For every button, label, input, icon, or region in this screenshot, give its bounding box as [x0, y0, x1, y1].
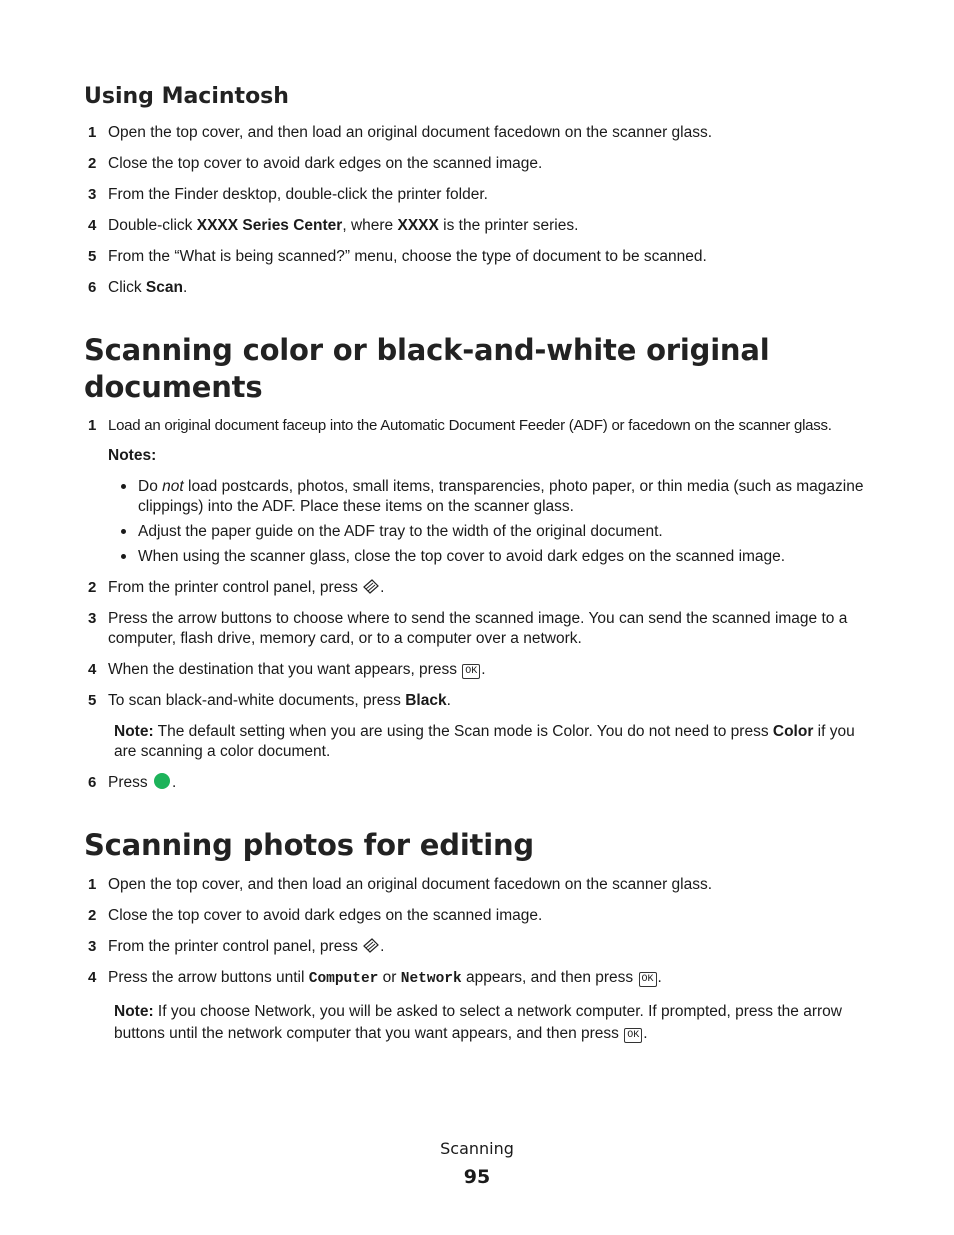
bullet [121, 484, 126, 489]
step-text: From the Finder desktop, double-click the printer folder. [108, 186, 488, 203]
step-number: 4 [88, 969, 97, 986]
menu-value-computer: Computer [308, 971, 379, 987]
step-text: Double-click XXXX Series Center, where XXXX is the printer series. [108, 217, 579, 234]
step-text: From the “What is being scanned?” menu, choose the type of document to be scanned. [108, 248, 707, 265]
ok-button-icon: OK [639, 972, 657, 987]
scan-icon [362, 937, 380, 953]
step-number: 5 [88, 692, 97, 709]
step-number: 3 [88, 938, 97, 955]
step-text: From the printer control panel, press . [108, 579, 385, 596]
note-item: When using the scanner glass, close the top cover to avoid dark edges on the scanned image. [138, 548, 786, 565]
step-text: Open the top cover, and then load an original document facedown on the scanner glass. [108, 124, 713, 141]
step-text: Press . [108, 774, 177, 791]
step-text: Open the top cover, and then load an original document facedown on the scanner glass. [108, 876, 713, 893]
step-number: 1 [88, 417, 97, 434]
step-number: 1 [88, 124, 97, 141]
step-number: 4 [88, 217, 97, 234]
step-number: 6 [88, 279, 97, 296]
scan-icon [362, 578, 380, 594]
ok-button-icon: OK [624, 1028, 642, 1043]
bullet [121, 554, 126, 559]
step-number: 2 [88, 579, 97, 596]
footer-page-number: 95 [463, 1166, 491, 1188]
heading-using-macintosh: Using Macintosh [84, 84, 289, 109]
step-number: 3 [88, 610, 97, 627]
step-number: 4 [88, 661, 97, 678]
step-number: 1 [88, 876, 97, 893]
heading-scanning-color: Scanning color or black-and-white original documents [84, 333, 770, 404]
step-number: 5 [88, 248, 97, 265]
step-text: Load an original document faceup into the Automatic Document Feeder (ADF) or facedown on the scanner glass. [108, 417, 832, 434]
step-text: Click Scan. [108, 279, 188, 296]
step-number: 2 [88, 155, 97, 172]
step-number: 2 [88, 907, 97, 924]
menu-value-network: Network [400, 971, 462, 987]
heading-scanning-photos: Scanning photos for editing [84, 828, 534, 862]
step-text: When the destination that you want appears, press OK . [108, 661, 486, 678]
ok-button-icon: OK [462, 664, 480, 679]
step-text: Close the top cover to avoid dark edges on the scanned image. [108, 155, 543, 172]
footer-chapter-label: Scanning [440, 1139, 514, 1158]
start-icon [154, 773, 170, 789]
step-number: 3 [88, 186, 97, 203]
note-paragraph: Note: If you choose Network, you will be asked to select a network computer. If prompted, press the arrow buttons until the network computer that you want appears, and then press OK . [114, 1003, 842, 1042]
note-item: Do not load postcards, photos, small items, transparencies, photo paper, or thin media (such as magazine clippings) into the ADF. Place these items on the scanner glass. [138, 478, 864, 515]
step-text: Press the arrow buttons until Computer or Network appears, and then press OK . [108, 969, 662, 987]
notes-label: Notes: [108, 447, 157, 464]
step-text: Press the arrow buttons to choose where to send the scanned image. You can send the scanned image to a computer, flash drive, memory card, or to a computer over a network. [108, 610, 848, 647]
bullet [121, 529, 126, 534]
step-text: To scan black-and-white documents, press Black. [108, 692, 451, 709]
step-text: Close the top cover to avoid dark edges on the scanned image. [108, 907, 543, 924]
note-item: Adjust the paper guide on the ADF tray to the width of the original document. [138, 523, 663, 540]
step-text: From the printer control panel, press . [108, 938, 385, 955]
step-number: 6 [88, 774, 97, 791]
note-paragraph: Note: The default setting when you are using the Scan mode is Color. You do not need to press Color if you are scanning a color document. [114, 723, 855, 760]
